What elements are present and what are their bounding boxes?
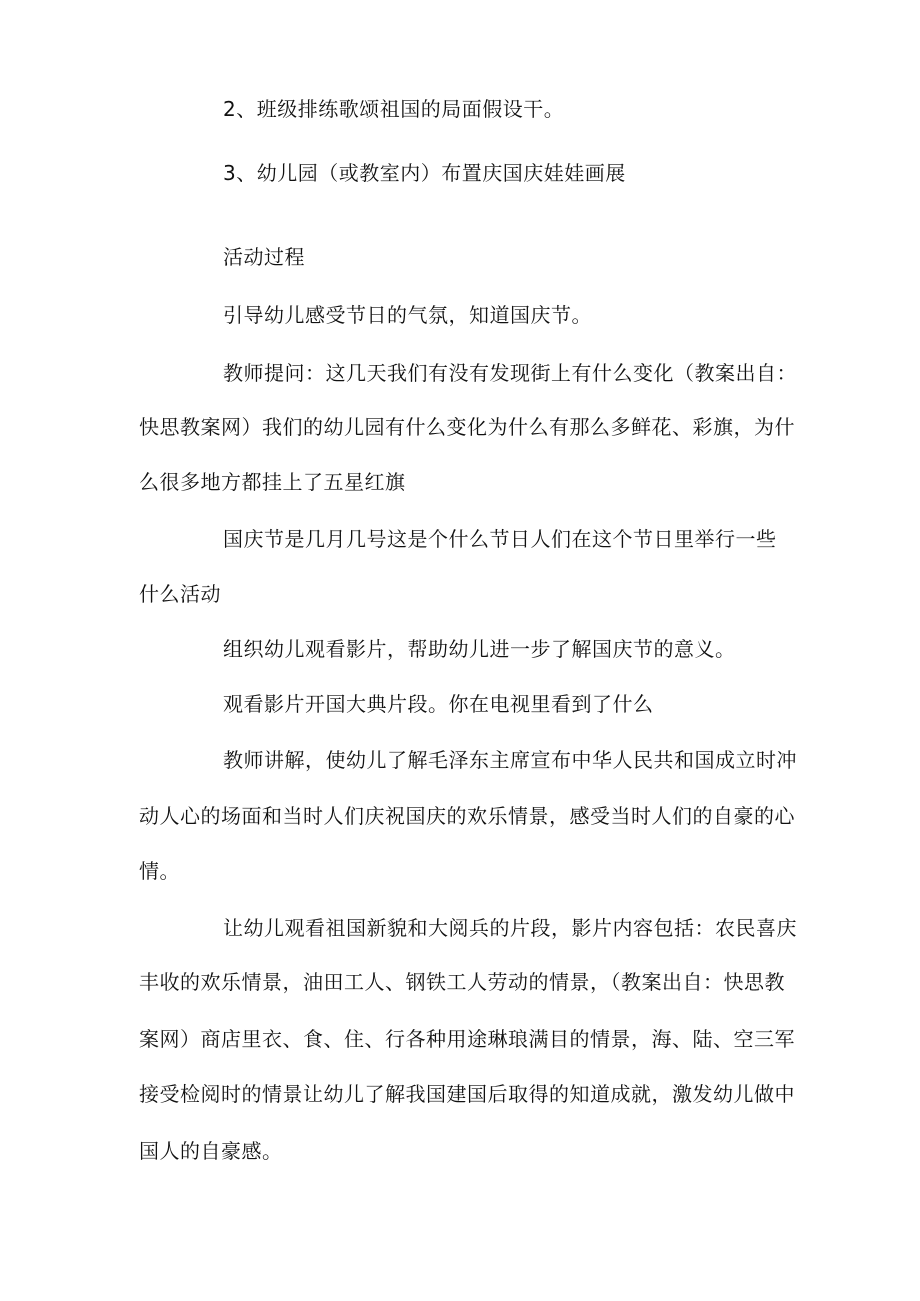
paragraph-line: 教师讲解，使幼儿了解毛泽东主席宣布中华人民共和国成立时冲 bbox=[223, 748, 797, 772]
paragraph-line: 教师提问：这几天我们有没有发现街上有什么变化（教案出自： bbox=[223, 361, 797, 385]
section-heading: 活动过程 bbox=[223, 245, 305, 269]
paragraph-line: 组织幼儿观看影片，帮助幼儿进一步了解国庆节的意义。 bbox=[223, 637, 736, 661]
paragraph-line: 国庆节是几月几号这是个什么节日人们在这个节日里举行一些 bbox=[223, 527, 777, 551]
paragraph-line: 什么活动 bbox=[139, 582, 221, 606]
paragraph-line: 让幼儿观看祖国新貌和大阅兵的片段，影片内容包括：农民喜庆 bbox=[223, 916, 797, 940]
paragraph-line: 引导幼儿感受节日的气氛，知道国庆节。 bbox=[223, 303, 592, 327]
paragraph-line: 快思教案网）我们的幼儿园有什么变化为什么有那么多鲜花、彩旗，为什 bbox=[139, 415, 795, 439]
list-item-3: 3、幼儿园（或教室内）布置庆国庆娃娃画展 bbox=[223, 161, 626, 185]
list-item-2: 2、班级排练歌颂祖国的局面假设干。 bbox=[223, 97, 565, 121]
paragraph-line: 么很多地方都挂上了五星红旗 bbox=[139, 470, 406, 494]
paragraph-line: 情。 bbox=[139, 859, 180, 883]
paragraph-line: 接受检阅时的情景让幼儿了解我国建国后取得的知道成就，激发幼儿做中 bbox=[139, 1082, 795, 1106]
paragraph-line: 丰收的欢乐情景，油田工人、钢铁工人劳动的情景，（教案出自：快思教 bbox=[139, 970, 785, 994]
paragraph-line: 案网）商店里衣、食、住、行各种用途琳琅满目的情景，海、陆、空三军 bbox=[139, 1027, 795, 1051]
paragraph-line: 观看影片开国大典片段。你在电视里看到了什么 bbox=[223, 692, 654, 716]
paragraph-line: 国人的自豪感。 bbox=[139, 1139, 283, 1163]
paragraph-line: 动人心的场面和当时人们庆祝国庆的欢乐情景，感受当时人们的自豪的心 bbox=[139, 804, 795, 828]
